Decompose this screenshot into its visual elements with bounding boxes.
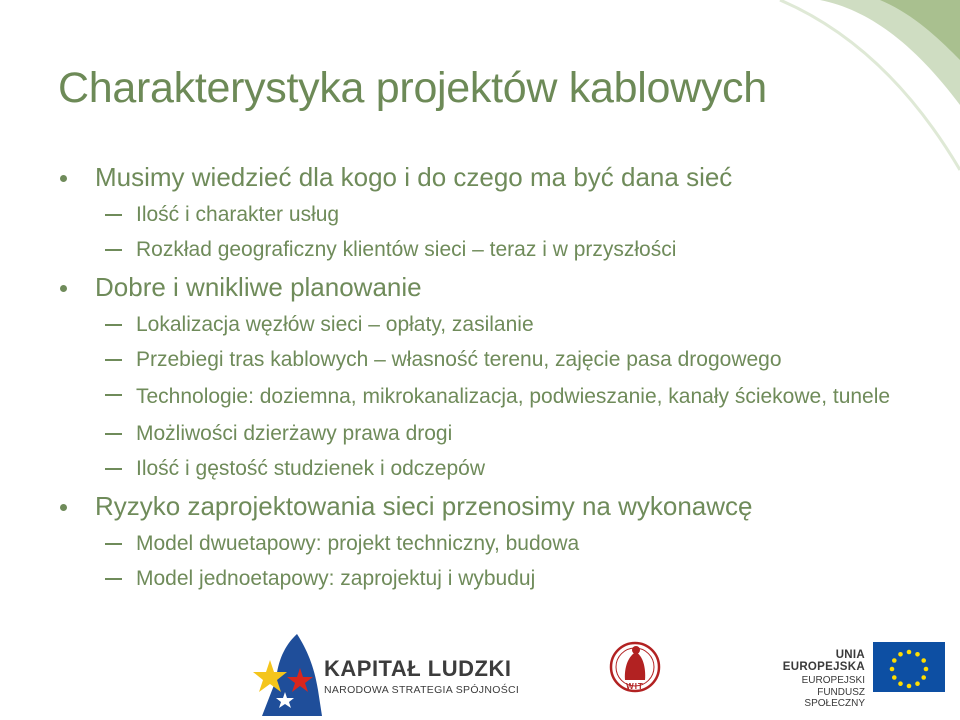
eu-line-3: FUNDUSZ SPOŁECZNY <box>804 687 865 709</box>
sub-bullet-text: Lokalizacja węzłów sieci – opłaty, zasilanie <box>136 313 534 336</box>
sub-bullet-text: Technologie: doziemna, mikrokanalizacja, podwieszanie, kanały ściekowe, tunele <box>136 385 891 408</box>
bullet-dot-icon <box>60 285 67 292</box>
sub-bullet-text: Przebiegi tras kablowych – własność terenu, zajęcie pasa drogowego <box>136 348 782 371</box>
sub-bullet-item <box>58 202 918 227</box>
sub-bullet-item <box>58 382 918 411</box>
dash-icon <box>105 578 122 580</box>
dash-icon <box>105 468 122 470</box>
eu-flag-icon <box>873 642 945 692</box>
sub-bullet-item <box>58 531 918 556</box>
dash-icon <box>105 543 122 545</box>
dash-icon <box>105 394 122 396</box>
sub-bullet-item <box>58 312 918 337</box>
kapital-ludzki-text <box>324 656 519 696</box>
kapital-ludzki-logo-icon <box>253 634 322 716</box>
eu-line-2: EUROPEJSKI <box>801 675 865 686</box>
dash-icon <box>105 359 122 361</box>
slide-title: Charakterystyka projektów kablowych <box>58 64 767 112</box>
sub-bullet-text: Ilość i charakter usług <box>136 203 340 226</box>
dash-icon <box>105 324 122 326</box>
sub-bullet-text: Ilość i gęstość studzienek i odczepów <box>136 457 486 480</box>
bullet-dot-icon <box>60 175 67 182</box>
bullet-item <box>58 162 918 193</box>
kapital-ludzki-name: KAPITAŁ LUDZKI <box>324 656 512 681</box>
bullet-dot-icon <box>60 504 67 511</box>
bullet-item <box>58 491 918 522</box>
eu-line-1: UNIA EUROPEJSKA <box>782 649 865 673</box>
slide-content <box>58 162 918 601</box>
sub-bullet-item <box>58 237 918 262</box>
dash-icon <box>105 433 122 435</box>
sub-bullet-text: Możliwości dzierżawy prawa drogi <box>136 422 453 445</box>
wit-logo-label: WIT <box>626 682 644 691</box>
kapital-ludzki-subtitle: NARODOWA STRATEGIA SPÓJNOŚCI <box>324 684 520 696</box>
sub-bullet-item <box>58 421 918 446</box>
bullet-text: Musimy wiedzieć dla kogo i do czego ma być dana sieć <box>95 162 733 192</box>
sub-bullet-text: Rozkład geograficzny klientów sieci – teraz i w przyszłości <box>136 238 677 261</box>
sub-bullet-item <box>58 347 918 372</box>
sub-bullet-item <box>58 456 918 481</box>
bullet-text: Ryzyko zaprojektowania sieci przenosimy na wykonawcę <box>95 491 753 521</box>
dash-icon <box>105 249 122 251</box>
sub-bullet-text: Model jednoetapowy: zaprojektuj i wybuduj <box>136 567 536 590</box>
bullet-item <box>58 272 918 303</box>
eu-fund-text <box>760 649 865 709</box>
sub-bullet-text: Model dwuetapowy: projekt techniczny, budowa <box>136 532 580 555</box>
sub-bullet-item <box>58 566 918 591</box>
bullet-text: Dobre i wnikliwe planowanie <box>95 272 422 302</box>
dash-icon <box>105 214 122 216</box>
